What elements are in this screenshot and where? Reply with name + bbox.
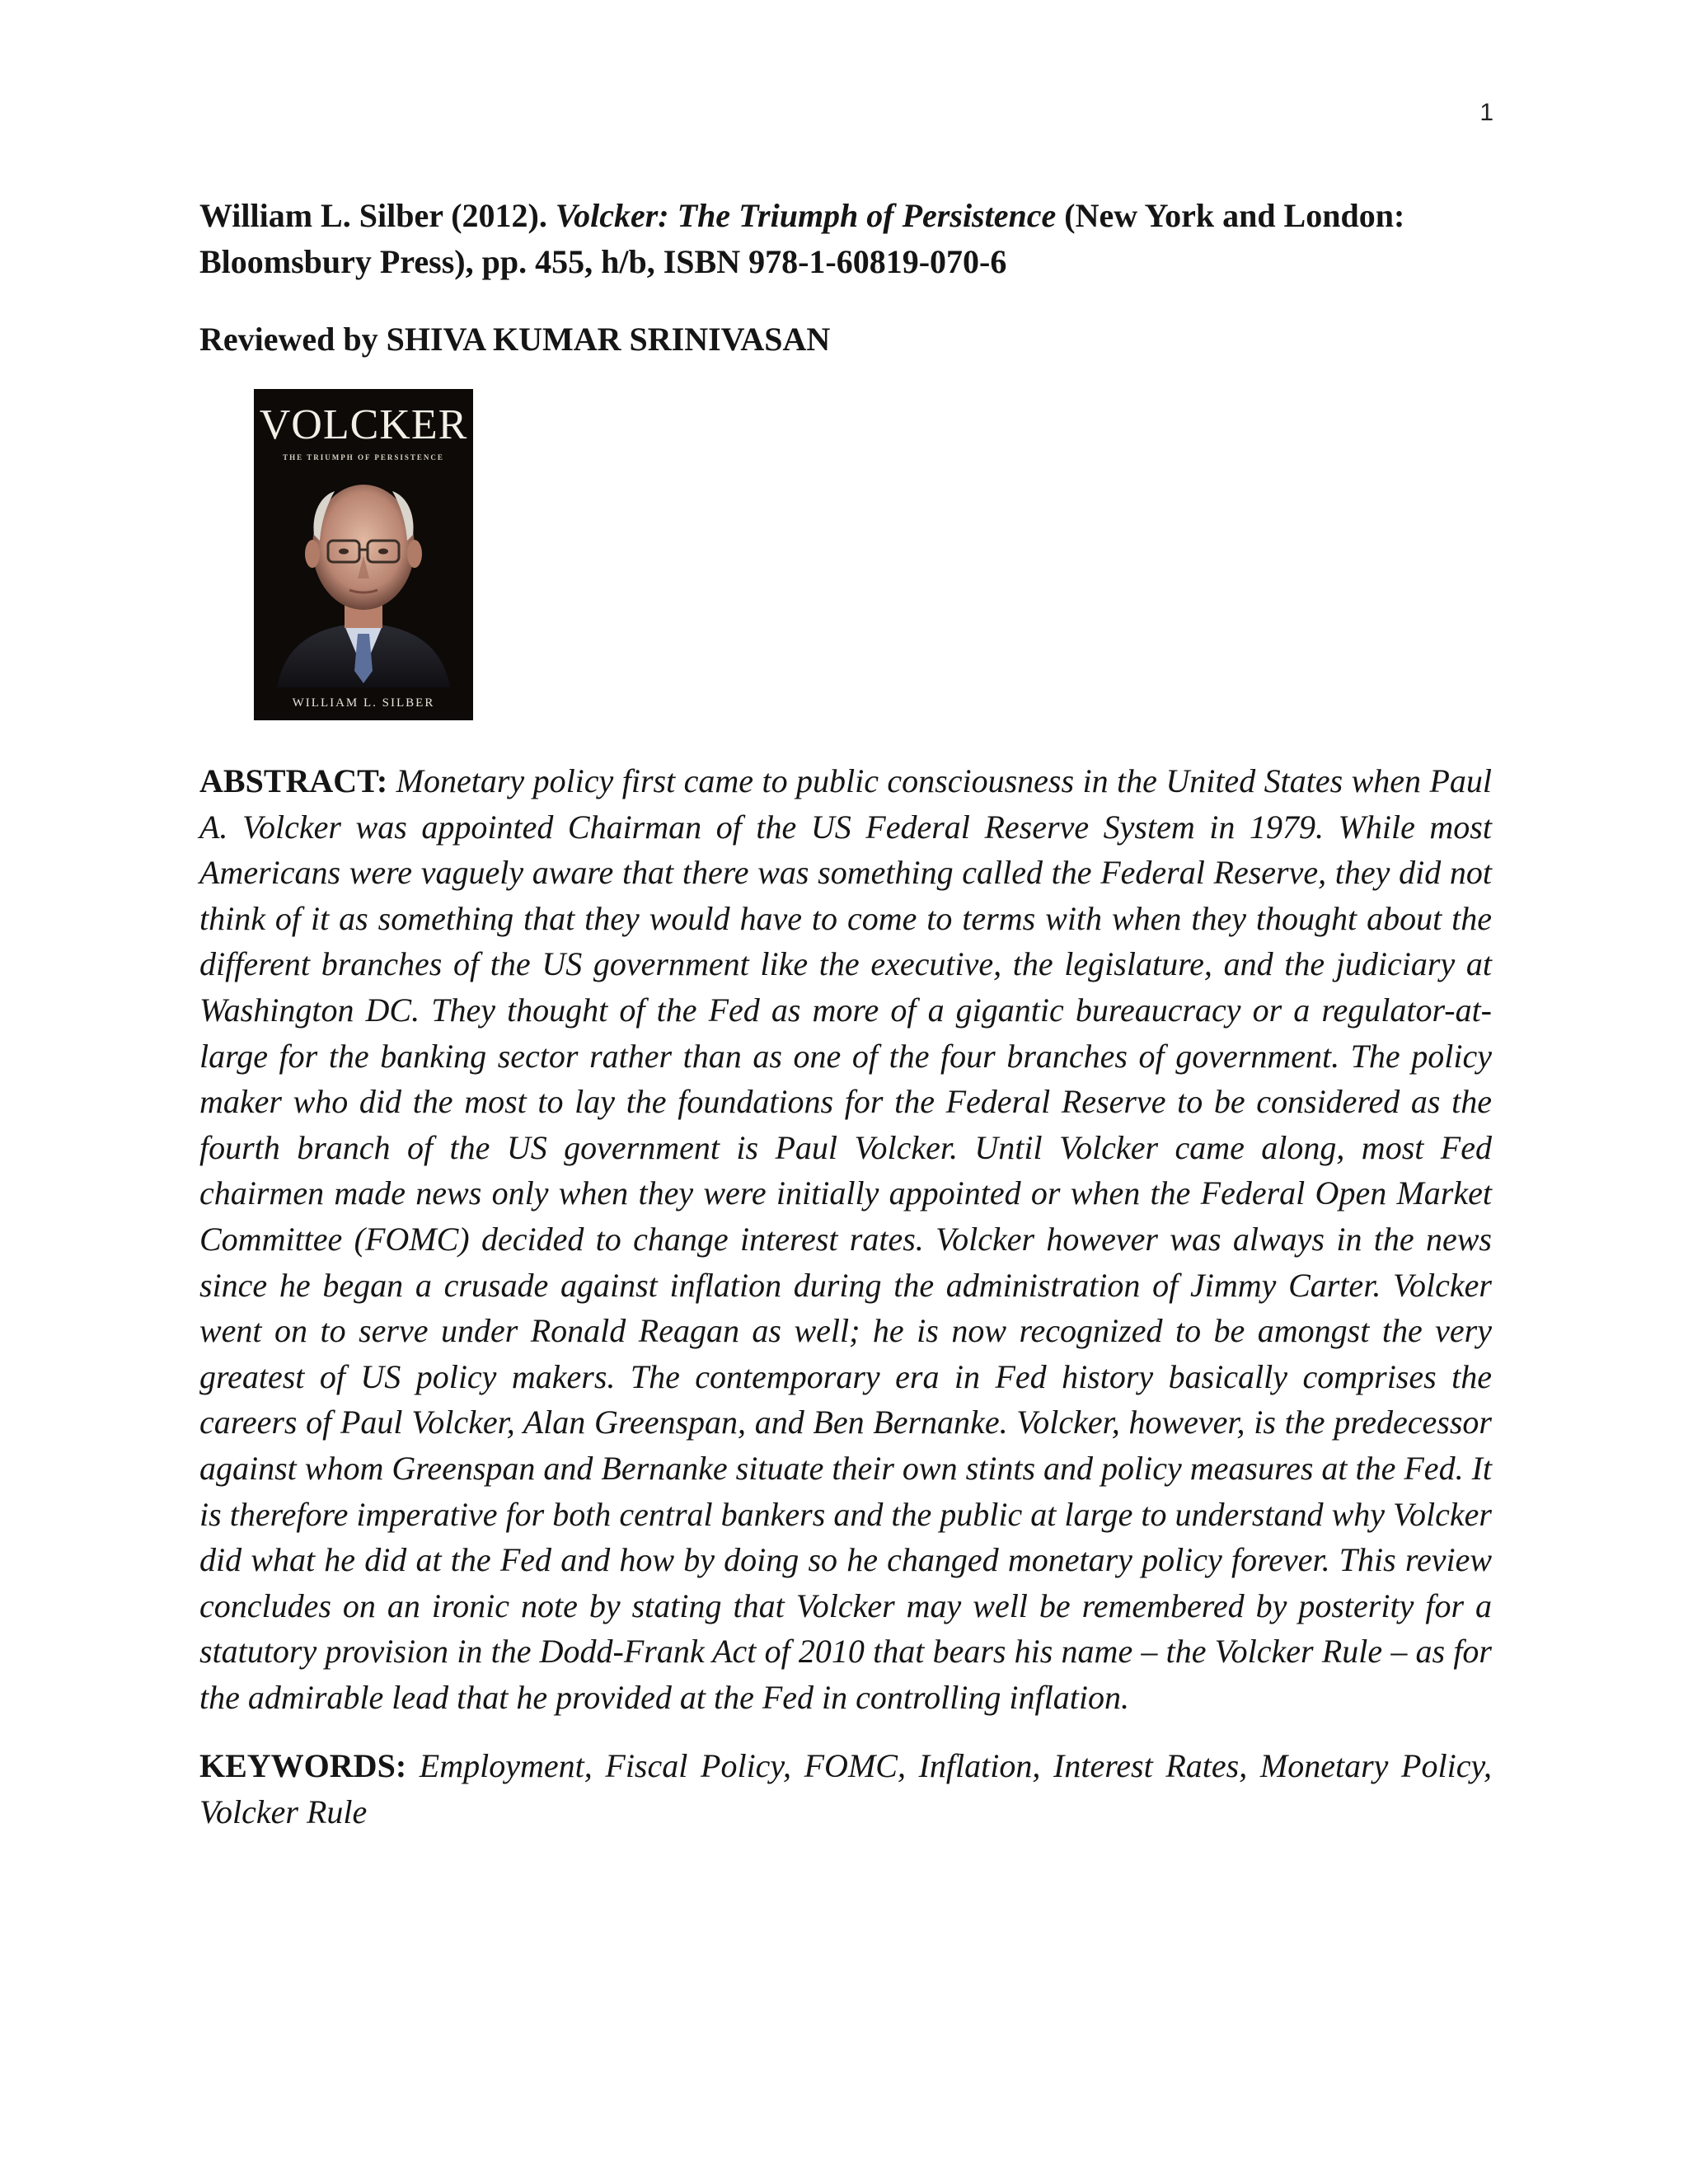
cover-subtitle: THE TRIUMPH OF PERSISTENCE xyxy=(283,453,444,462)
abstract-label: ABSTRACT: xyxy=(199,762,388,799)
keywords-text: Employment, Fiscal Policy, FOMC, Inflation, Interest Rates, Monetary Policy, Volcker Rule xyxy=(199,1747,1493,1831)
page-number: 1 xyxy=(1479,99,1493,126)
abstract-text: Monetary policy first came to public consciousness in the United States when Paul A. Volcker was appointed Chairman of the US Federal Reserve System in 1979. While most Americans were vaguely aware that there was something called the Federal Reserve, they did not think of it as something that they would have to come to terms with when they thought about the different branches of the US government like the executive, the legislature, and the judiciary at Washington DC. They thought of the Fed as more of a gigantic bureaucracy or a regulator-at-large for the banking sector rather than as one of the four branches of government. The policy maker who did the most to lay the foundations for the Federal Reserve to be considered as the fourth branch of the US government is Paul Volcker. Until Volcker came along, most Fed chairmen made news only when they were initially appointed or when the Federal Open Market Committee (FOMC) decided to change interest rates. Volcker however was always in the news since he began a crusade against inflation during the administration of Jimmy Carter. Volcker went on to serve under Ronald Reagan as well; he is now recognized to be amongst the very greatest of US policy makers. The contemporary era in Fed history basically comprises the careers of Paul Volcker, Alan Greenspan, and Ben Bernanke. Volcker, however, is the predecessor against whom Greenspan and Bernanke situate their own stints and policy measures at the Fed. It is therefore imperative for both central bankers and the public at large to understand why Volcker did what he did at the Fed and how by doing so he changed monetary policy forever. This review concludes on an ironic note by stating that Volcker may well be remembered by posterity for a statutory provision in the Dodd-Frank Act of 2010 that bears his name – the Volcker Rule – as for the admirable lead that he provided at the Fed in controlling inflation. xyxy=(199,762,1493,1716)
keywords-paragraph xyxy=(199,1743,1492,1835)
citation-book-title: Volcker: The Triumph of Persistence xyxy=(555,197,1057,234)
citation-publication: (New York and London: Bloomsbury Press), pp. 455, h/b, ISBN 978-1-60819-070-6 xyxy=(199,197,1405,280)
book-cover-image xyxy=(254,389,473,720)
review-content xyxy=(199,193,1492,1835)
cover-author: WILLIAM L. SILBER xyxy=(292,696,435,710)
cover-title: VOLCKER xyxy=(259,401,468,448)
abstract-paragraph xyxy=(199,758,1492,1720)
portrait-illustration xyxy=(269,465,458,687)
reviewer-line: Reviewed by SHIVA KUMAR SRINIVASAN xyxy=(199,321,831,358)
citation-author-year: William L. Silber (2012). xyxy=(199,197,556,234)
keywords-label: KEYWORDS: xyxy=(199,1747,407,1785)
book-citation xyxy=(199,193,1492,285)
